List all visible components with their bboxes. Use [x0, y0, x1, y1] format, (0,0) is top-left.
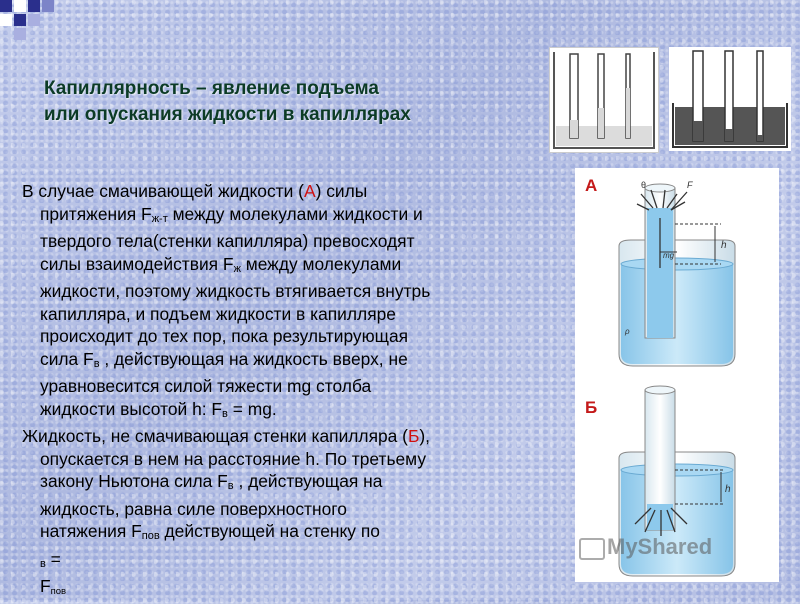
capillary-wetting-image: [549, 47, 659, 153]
myshared-logo-icon: [579, 538, 605, 560]
p1-line: уравновесится силой тяжести mg столба: [40, 376, 372, 396]
corner-decoration: [0, 0, 60, 46]
p2-line: жидкость, равна силе поверхностного: [40, 498, 347, 519]
svg-text:F: F: [687, 180, 693, 190]
capillary-figure: [575, 168, 779, 582]
paragraph-nonwetting: [22, 425, 567, 604]
p2-line: в =: [40, 548, 61, 570]
p2-line: опускается в нем на расстояние h. По третьему: [40, 448, 427, 469]
title-line-1: Капиллярность – явление подъема: [44, 78, 379, 99]
title-line-2: или опускания жидкости в капиллярах: [44, 104, 411, 125]
p2-line: Жидкость, не смачивающая стенки капилляра (Б),: [22, 426, 431, 446]
svg-text:θ: θ: [641, 180, 647, 190]
p1-line: твердого тела(стенки капилляра) превосходят: [40, 231, 415, 251]
label-b-ref: Б: [407, 426, 420, 446]
p1-line: силы взаимодействия Fж между молекулами: [40, 253, 402, 275]
beaker-a: [619, 180, 735, 366]
capillary-nonwetting-image: [669, 47, 791, 151]
p1-line: В случае смачивающей жидкости (А) силы: [22, 181, 368, 201]
p2-line: закону Ньютона сила Fв , действующая на: [40, 471, 383, 492]
p2-line: Fпов: [40, 576, 67, 597]
label-a-ref: А: [303, 181, 316, 201]
slide-title: [44, 76, 544, 128]
p1-line: притяжения Fж-т между молекулами жидкости и: [40, 203, 423, 225]
h-label-b: h: [725, 484, 731, 495]
svg-text:mg: mg: [663, 251, 675, 260]
p1-line: жидкости высотой h: Fв = mg.: [40, 398, 277, 420]
h-label-a: h: [721, 240, 727, 251]
figure-label-a: А: [585, 176, 598, 195]
p1-line: жидкости, поэтому жидкость втягивается внутрь: [40, 281, 431, 301]
body-text: [22, 180, 567, 604]
p1-line: капилляра, и подъем жидкости в капилляре: [40, 303, 396, 324]
p1-line: происходит до тех пор, пока результирующая: [40, 326, 409, 346]
p1-line: сила Fв , действующая на жидкость вверх, не: [40, 348, 408, 370]
svg-text:ρ: ρ: [625, 327, 630, 336]
p2-line: натяжения Fпов действующей на стенку по: [40, 521, 380, 542]
figure-label-b: Б: [585, 398, 598, 417]
watermark: MyShared: [607, 534, 713, 559]
paragraph-wetting: [22, 180, 567, 425]
